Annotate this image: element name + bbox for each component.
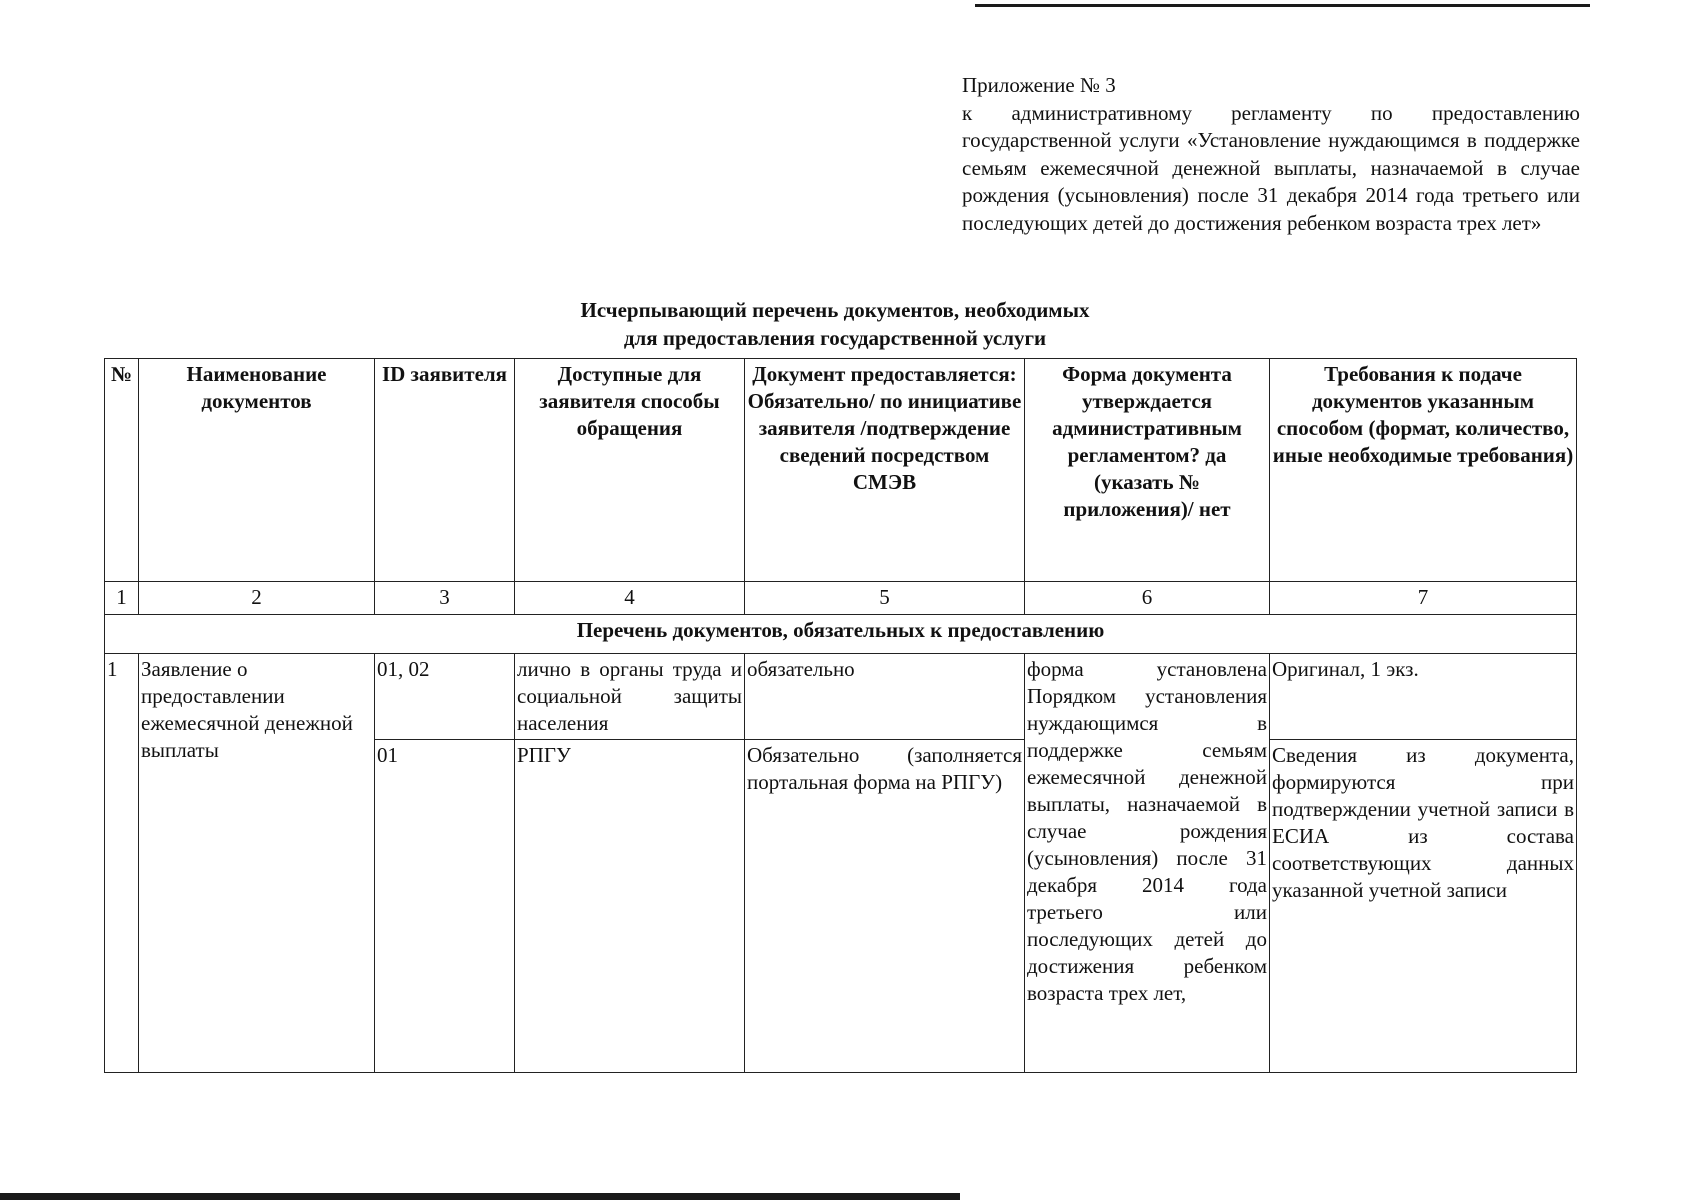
column-number: 1 (105, 582, 139, 615)
column-number: 6 (1025, 582, 1270, 615)
column-number: 7 (1270, 582, 1577, 615)
table-header-row (105, 359, 1577, 582)
row-submission-method: лично в органы труда и социальной защиты населения (515, 654, 745, 740)
row-document-form: форма установлена Порядком установления нуждающимся в поддержке семьям ежемесячной денежной выплаты, назначаемой в случае рождения (усыновления) после 31 декабря 2014 года третьего или последующих детей до достижения ребенком возраста трех лет, (1025, 654, 1270, 1073)
column-number: 3 (375, 582, 515, 615)
header-document-form: Форма документа утверждается административным регламентом? да (указать № приложения)/ нет (1025, 359, 1270, 582)
row-requirements: Оригинал, 1 экз. (1270, 654, 1577, 740)
header-number: № (105, 359, 139, 582)
document-title-line-1: Исчерпывающий перечень документов, необходимых (580, 298, 1090, 322)
documents-table (104, 358, 1577, 1073)
row-applicant-id: 01, 02 (375, 654, 515, 740)
document-title (420, 296, 1250, 352)
row-number: 1 (105, 654, 139, 1073)
appendix-text: к административному регламенту по предоставлению государственной услуги «Установление нуждающимся в поддержке семьям ежемесячной денежной выплаты, назначаемой в случае рождения (усыновления) после 31 декабря 2014 года третьего или последующих детей до достижения ребенком возраста трех лет» (962, 100, 1580, 235)
section-row (105, 615, 1577, 654)
header-submission-methods: Доступные для заявителя способы обращения (515, 359, 745, 582)
row-submission-method: РПГУ (515, 740, 745, 1073)
section-title: Перечень документов, обязательных к предоставлению (105, 615, 1577, 654)
document-title-line-2: для предоставления государственной услуги (623, 326, 1047, 350)
row-document-name: Заявление о предоставлении ежемесячной денежной выплаты (139, 654, 375, 1073)
scan-artifact-bottom-line (0, 1193, 960, 1200)
appendix-header (962, 72, 1580, 237)
row-requirements: Сведения из документа, формируются при подтверждении учетной записи в ЕСИА из состава соответствующих данных указанной учетной записи (1270, 740, 1577, 1073)
table-row (105, 654, 1577, 740)
header-document-name: Наименование документов (139, 359, 375, 582)
row-document-provided: Обязательно (заполняется портальная форма на РПГУ) (745, 740, 1025, 1073)
header-applicant-id: ID заявителя (375, 359, 515, 582)
column-number: 4 (515, 582, 745, 615)
column-number: 2 (139, 582, 375, 615)
row-applicant-id: 01 (375, 740, 515, 1073)
header-requirements: Требования к подаче документов указанным способом (формат, количество, иные необходимые требования) (1270, 359, 1577, 582)
column-number: 5 (745, 582, 1025, 615)
header-document-provided: Документ предоставляется: Обязательно/ по инициативе заявителя /подтверждение сведений посредством СМЭВ (745, 359, 1025, 582)
scan-artifact-top-line (975, 4, 1590, 7)
row-document-provided: обязательно (745, 654, 1025, 740)
appendix-number: Приложение № 3 (962, 73, 1116, 97)
column-numbers-row (105, 582, 1577, 615)
